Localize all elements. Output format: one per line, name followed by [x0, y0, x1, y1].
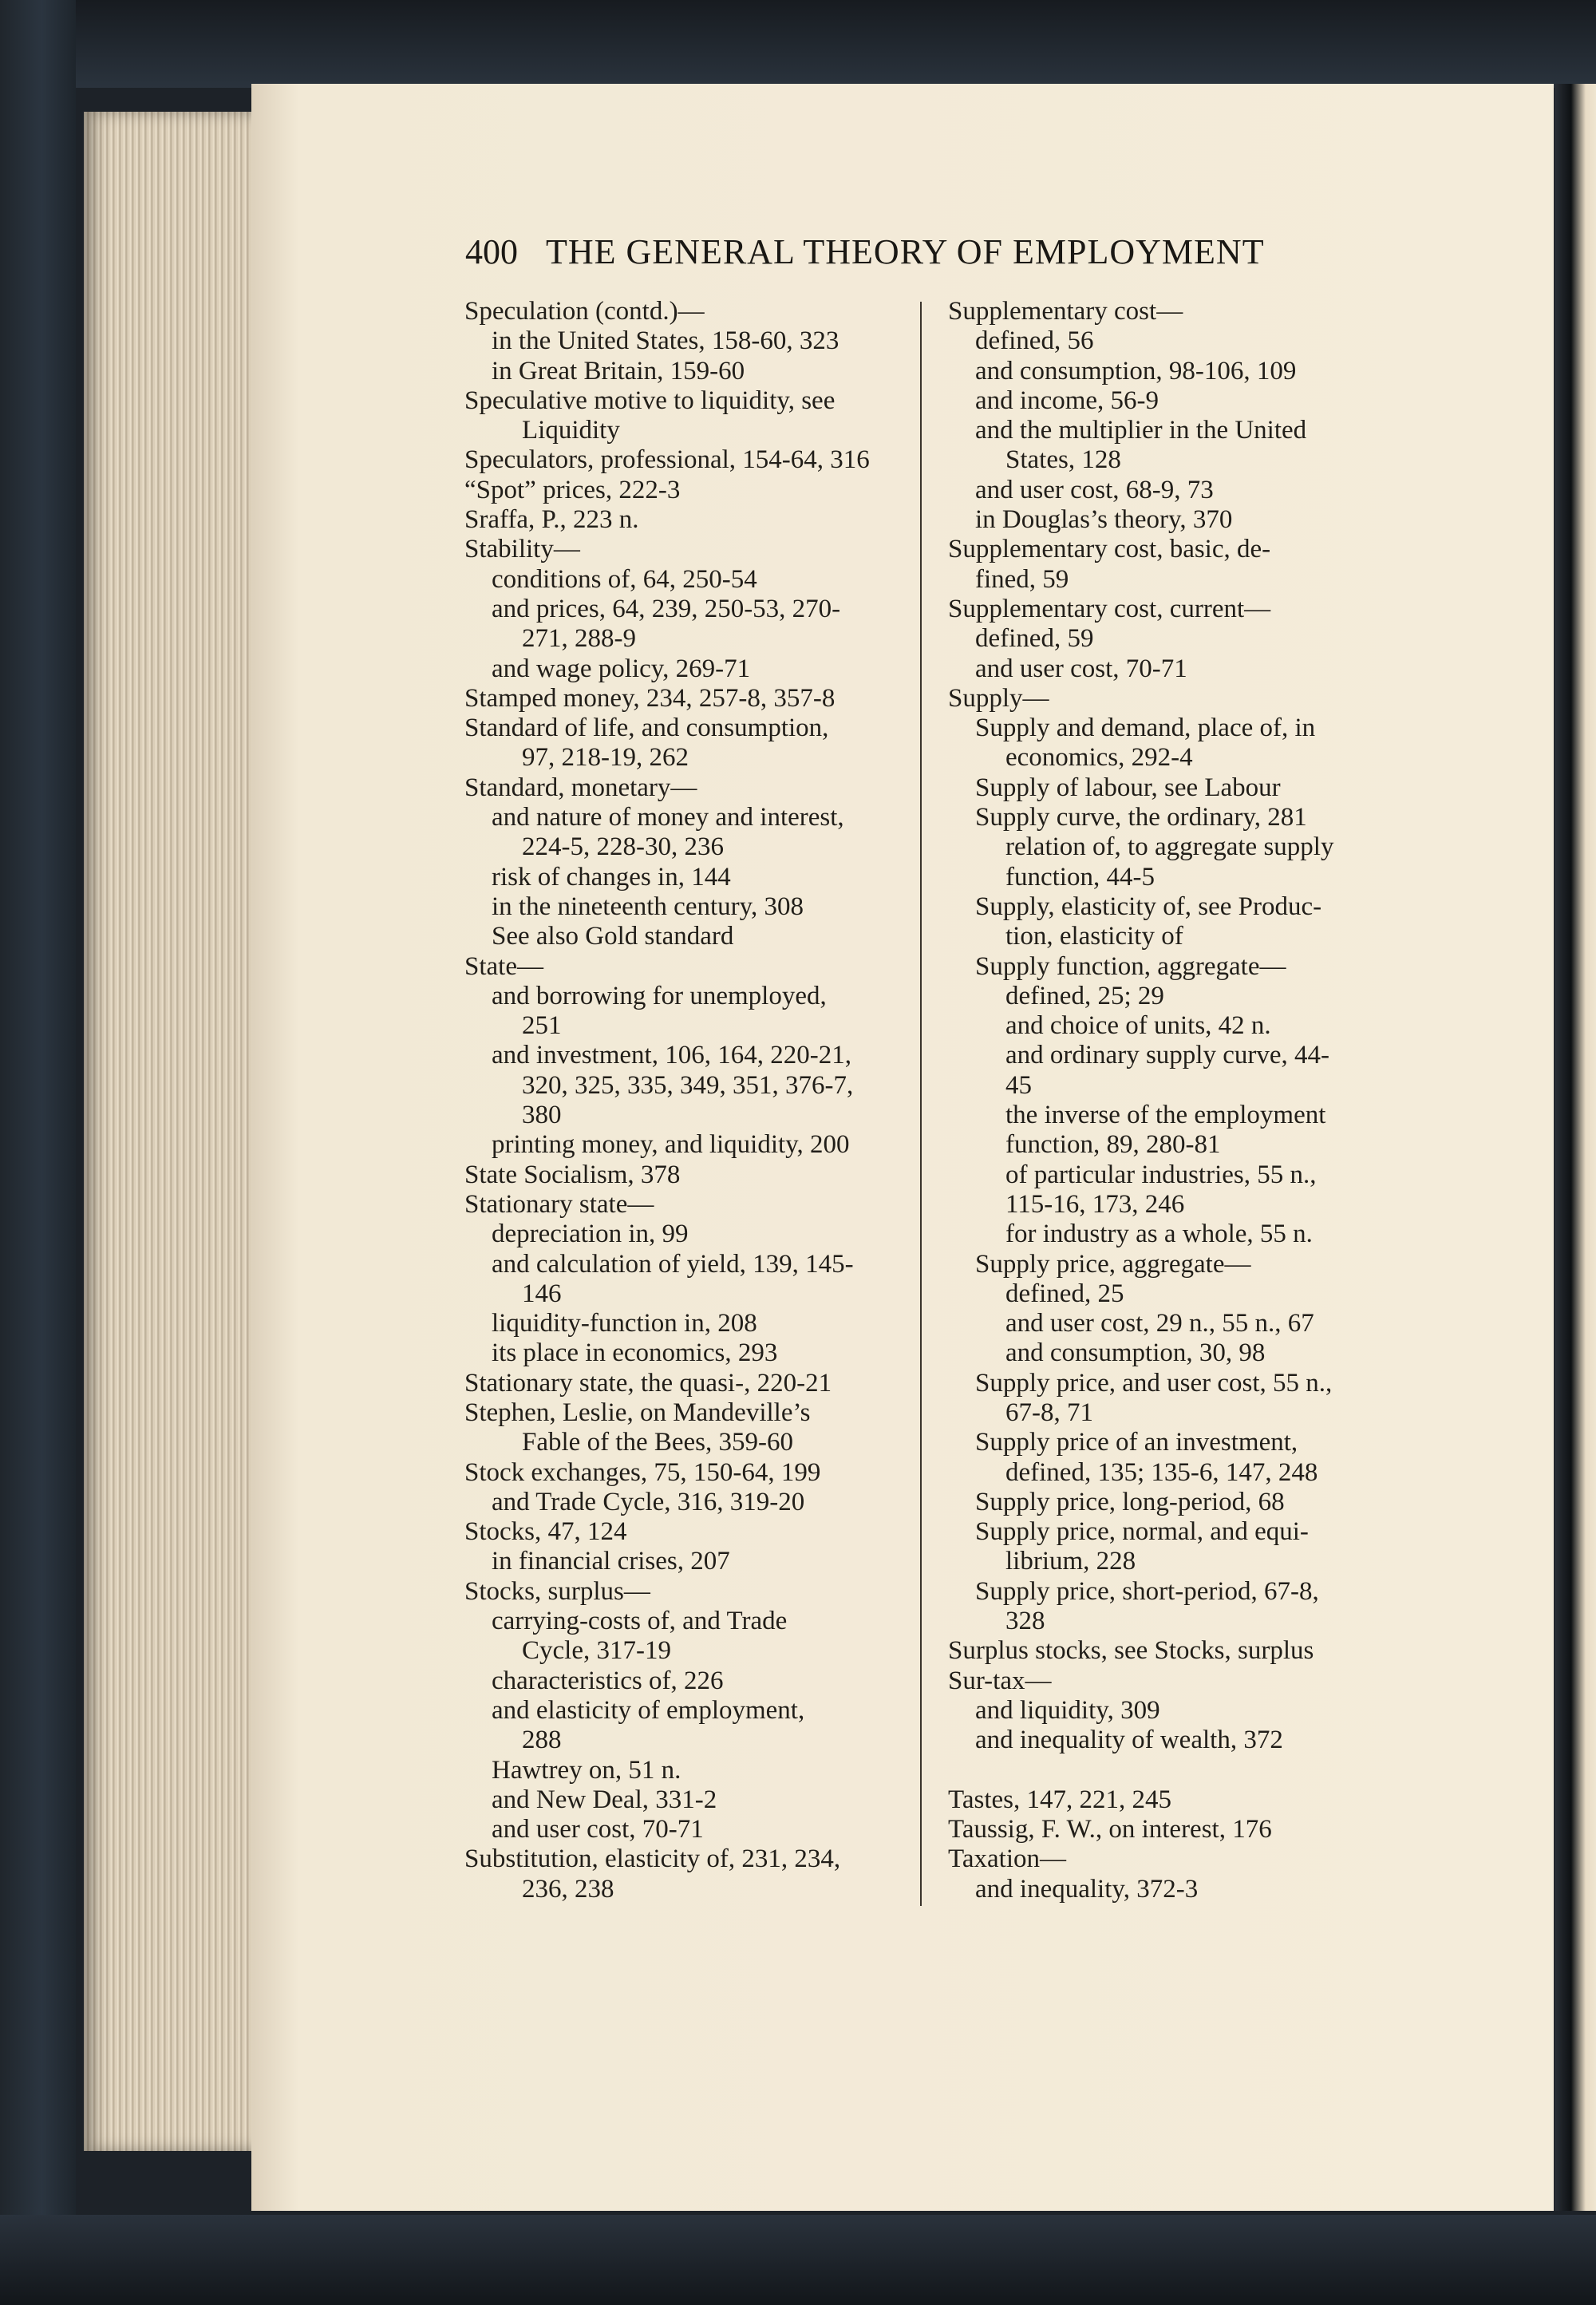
index-column-right — [948, 297, 1395, 1904]
index-entry: Sur-tax— — [948, 1666, 1052, 1695]
index-entry: and choice of units, 42 n. — [1005, 1011, 1271, 1041]
index-entry: Surplus stocks, see Stocks, surplus — [948, 1636, 1314, 1666]
index-entry: and wage policy, 269-71 — [492, 654, 751, 683]
index-entry: Stationary state, the quasi-, 220-21 — [464, 1368, 832, 1398]
index-entry: “Spot” prices, 222-3 — [464, 475, 681, 504]
index-entry: relation of, to aggregate supply — [1005, 832, 1334, 862]
index-entry: 97, 218-19, 262 — [522, 743, 689, 773]
index-entry: 146 — [522, 1279, 562, 1308]
index-entry: 45 — [1005, 1070, 1032, 1100]
index-entry: Stephen, Leslie, on Mandeville’s — [464, 1398, 811, 1427]
index-entry: the inverse of the employment — [1005, 1101, 1326, 1130]
index-entry: and liquidity, 309 — [975, 1695, 1160, 1725]
index-entry: Supplementary cost, current— — [948, 594, 1271, 623]
index-entry: Cycle, 317-19 — [522, 1636, 671, 1666]
index-entry: and borrowing for unemployed, — [492, 981, 827, 1010]
index-entry: State— — [464, 951, 543, 981]
index-entry: 320, 325, 335, 349, 351, 376-7, — [522, 1070, 854, 1100]
book-cover-top — [0, 0, 1596, 88]
index-entry: and inequality of wealth, 372 — [975, 1726, 1283, 1755]
index-entry: characteristics of, 226 — [492, 1666, 724, 1695]
index-entry: Supply price, and user cost, 55 n., — [975, 1368, 1333, 1398]
index-entry: Substitution, elasticity of, 231, 234, — [464, 1844, 841, 1874]
book-cover-bottom — [0, 2215, 1596, 2305]
index-entry: Supply of labour, see Labour — [975, 773, 1281, 802]
index-entry: 271, 288-9 — [522, 624, 636, 654]
index-entry: conditions of, 64, 250-54 — [492, 564, 757, 594]
running-head — [465, 231, 1343, 272]
index-entry: its place in economics, 293 — [492, 1338, 778, 1368]
index-entry: Supply function, aggregate— — [975, 951, 1286, 981]
index-entry: and elasticity of employment, — [492, 1695, 805, 1725]
index-entry: in the nineteenth century, 308 — [492, 892, 804, 921]
index-entry: and user cost, 70-71 — [975, 654, 1187, 683]
index-entry: 380 — [522, 1101, 562, 1130]
index-entry: States, 128 — [1005, 445, 1121, 475]
index-entry: Taxation— — [948, 1844, 1066, 1874]
index-entry: function, 44-5 — [1005, 862, 1155, 892]
index-entry: Hawtrey on, 51 n. — [492, 1755, 681, 1785]
index-entry: and the multiplier in the United — [975, 416, 1307, 445]
index-entry: depreciation in, 99 — [492, 1220, 689, 1249]
index-entry: function, 89, 280-81 — [1005, 1130, 1221, 1160]
index-entry: Stamped money, 234, 257-8, 357-8 — [464, 683, 836, 713]
index-entry: in financial crises, 207 — [492, 1547, 730, 1576]
index-entry: 288 — [522, 1726, 562, 1755]
index-entry: and New Deal, 331-2 — [492, 1785, 717, 1814]
index-entry: and prices, 64, 239, 250-53, 270- — [492, 594, 841, 623]
index-entry: Stationary state— — [464, 1189, 654, 1219]
index-entry: defined, 25 — [1005, 1279, 1124, 1308]
page-title: THE GENERAL THEORY OF EMPLOYMENT — [546, 232, 1265, 271]
index-entry: in Great Britain, 159-60 — [492, 356, 745, 385]
index-entry: and consumption, 98-106, 109 — [975, 356, 1297, 385]
page-number: 400 — [465, 232, 518, 271]
book-cover-spine — [0, 0, 76, 2305]
index-entry: in Douglas’s theory, 370 — [975, 505, 1233, 535]
index-entry: and investment, 106, 164, 220-21, — [492, 1041, 851, 1070]
index-entry: Supply, elasticity of, see Produc- — [975, 892, 1322, 921]
index-entry: and calculation of yield, 139, 145- — [492, 1249, 854, 1279]
index-entry: librium, 228 — [1005, 1547, 1136, 1576]
index-entry: Sraffa, P., 223 n. — [464, 505, 639, 535]
index-entry: tion, elasticity of — [1005, 922, 1183, 951]
index-entry: 328 — [1005, 1607, 1045, 1636]
index-entry: Liquidity — [522, 416, 620, 445]
index-entry: fined, 59 — [975, 564, 1069, 594]
index-entry — [948, 1756, 1395, 1785]
index-entry: Supply price of an investment, — [975, 1428, 1298, 1457]
index-entry: See also Gold standard — [492, 922, 734, 951]
index-entry: defined, 135; 135-6, 147, 248 — [1005, 1457, 1318, 1487]
index-entry: 251 — [522, 1011, 562, 1041]
index-entry: printing money, and liquidity, 200 — [492, 1130, 850, 1160]
index-entry: Stability— — [464, 535, 580, 564]
index-entry: Fable of the Bees, 359-60 — [522, 1428, 794, 1457]
index-entry: and ordinary supply curve, 44- — [1005, 1041, 1329, 1070]
index-entry: State Socialism, 378 — [464, 1160, 681, 1189]
index-entry: Stock exchanges, 75, 150-64, 199 — [464, 1457, 821, 1487]
index-entry: 67-8, 71 — [1005, 1398, 1093, 1427]
index-column-left — [464, 297, 911, 1904]
index-entry: Stocks, 47, 124 — [464, 1517, 627, 1547]
index-entry: 115-16, 173, 246 — [1005, 1189, 1185, 1219]
index-entry: and Trade Cycle, 316, 319-20 — [492, 1487, 805, 1516]
index-entry: liquidity-function in, 208 — [492, 1309, 757, 1338]
index-entry: of particular industries, 55 n., — [1005, 1160, 1317, 1189]
index-entry: and inequality, 372-3 — [975, 1874, 1199, 1904]
column-divider — [920, 302, 922, 1906]
index-entry: and user cost, 29 n., 55 n., 67 — [1005, 1309, 1314, 1338]
index-entry: and income, 56-9 — [975, 385, 1159, 415]
index-entry: Supply— — [948, 683, 1049, 713]
index-entry: 236, 238 — [522, 1874, 614, 1904]
index-entry: Supply curve, the ordinary, 281 — [975, 803, 1307, 832]
index-entry: defined, 56 — [975, 326, 1094, 356]
index-entry: Taussig, F. W., on interest, 176 — [948, 1815, 1272, 1844]
index-entry: Supplementary cost, basic, de- — [948, 535, 1271, 564]
index-entry: Standard, monetary— — [464, 773, 697, 802]
index-entry: and consumption, 30, 98 — [1005, 1338, 1266, 1368]
index-entry: economics, 292-4 — [1005, 743, 1193, 773]
index-entry: and user cost, 68-9, 73 — [975, 475, 1214, 504]
index-entry: 224-5, 228-30, 236 — [522, 832, 724, 862]
index-entry: Supply price, aggregate— — [975, 1249, 1251, 1279]
index-entry: defined, 59 — [975, 624, 1094, 654]
index-entry: Supply price, normal, and equi- — [975, 1517, 1309, 1547]
index-entry: and user cost, 70-71 — [492, 1815, 704, 1844]
index-entry: Speculation (contd.)— — [464, 297, 705, 326]
page-edges — [84, 112, 255, 2151]
index-entry: Supply price, long-period, 68 — [975, 1487, 1285, 1516]
index-entry: Speculative motive to liquidity, see — [464, 385, 836, 415]
index-entry: risk of changes in, 144 — [492, 862, 731, 892]
index-entry: defined, 25; 29 — [1005, 981, 1164, 1010]
index-entry: Supply price, short-period, 67-8, — [975, 1576, 1319, 1606]
index-entry: Supplementary cost— — [948, 297, 1183, 326]
index-entry: and nature of money and interest, — [492, 803, 844, 832]
index-entry: in the United States, 158-60, 323 — [492, 326, 839, 356]
index-entry: carrying-costs of, and Trade — [492, 1607, 788, 1636]
index-entry: Speculators, professional, 154-64, 316 — [464, 445, 870, 475]
index-entry: for industry as a whole, 55 n. — [1005, 1220, 1313, 1249]
page-gutter — [1555, 84, 1596, 2211]
index-entry: Supply and demand, place of, in — [975, 714, 1316, 743]
index-entry: Tastes, 147, 221, 245 — [948, 1785, 1172, 1814]
index-entry: Standard of life, and consumption, — [464, 714, 829, 743]
index-entry: Stocks, surplus— — [464, 1576, 650, 1606]
